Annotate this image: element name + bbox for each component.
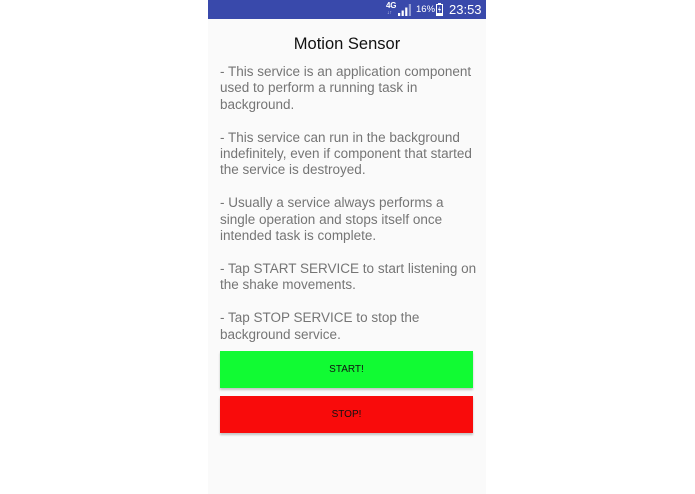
battery-charging-icon — [436, 3, 443, 16]
service-description: - This service is an application component used to perform a running task in background. - This service can run in the background indefinitely, even if component that started the service is destroyed. - Usually a service always performs a single operation and stops itself once intended task is complete. - Tap START SERVICE to start listening on the shake movements. - Tap STOP SERVICE to stop the background service. — [220, 64, 477, 342]
status-bar — [208, 0, 486, 19]
status-clock: 23:53 — [449, 2, 482, 17]
network-type-label: 4G — [386, 1, 397, 10]
page-title: Motion Sensor — [293, 35, 401, 53]
phone-screen — [208, 0, 486, 494]
start-button[interactable]: START! — [220, 351, 473, 388]
stop-button[interactable]: STOP! — [220, 396, 473, 433]
network-activity-icon: ↓↑ — [387, 10, 392, 16]
battery-percent: 16% — [416, 4, 436, 15]
cellular-signal-icon — [398, 4, 412, 16]
